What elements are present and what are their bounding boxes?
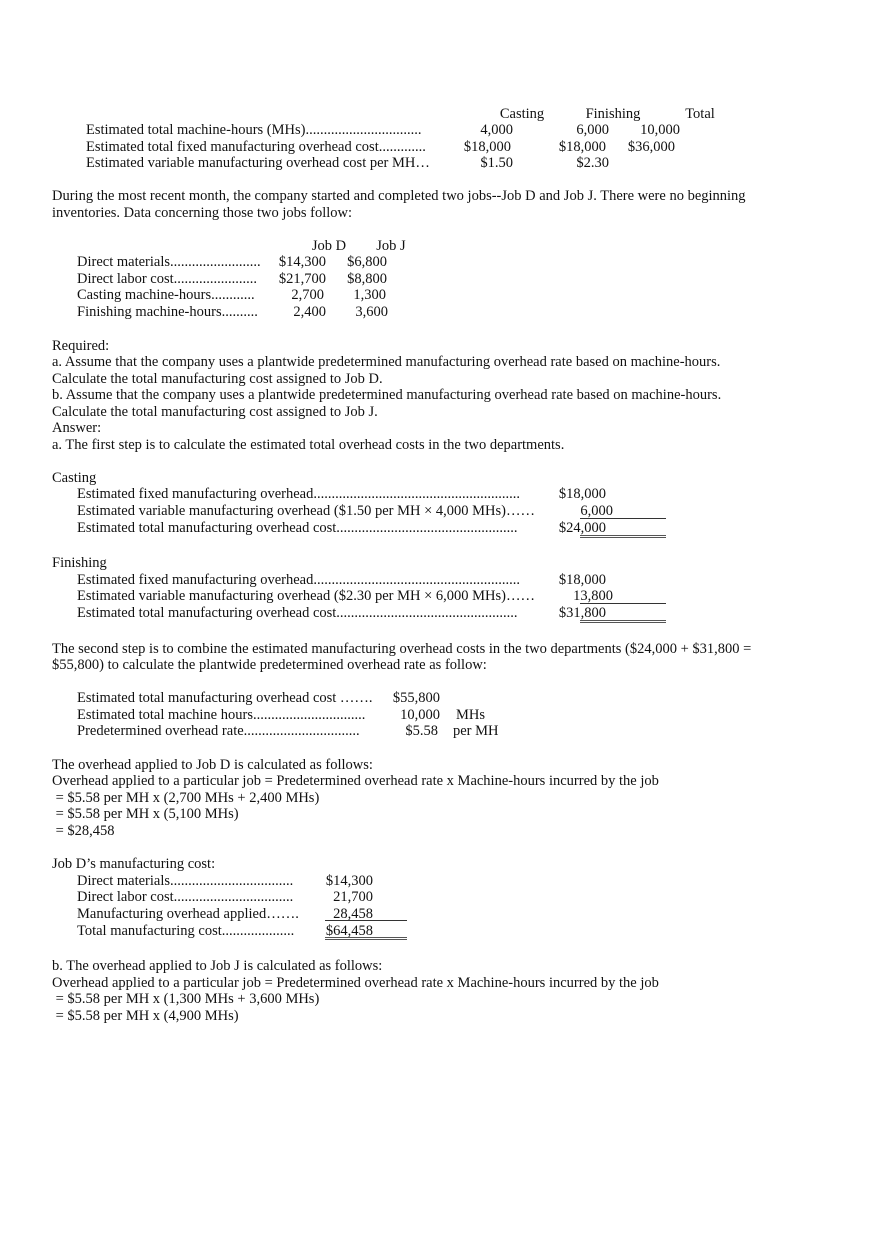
double-underline	[325, 937, 407, 940]
table-cell: $31,800	[558, 605, 606, 621]
table-cell: $14,300	[325, 873, 373, 889]
table-row-label: Estimated total machine hours...............................	[77, 707, 366, 723]
paragraph-line: = $5.58 per MH x (5,100 MHs)	[52, 806, 239, 822]
table-cell: 3,600	[355, 304, 388, 320]
paragraph-line: = $5.58 per MH x (4,900 MHs)	[52, 1008, 239, 1024]
paragraph-line: = $5.58 per MH x (2,700 MHs + 2,400 MHs)	[52, 790, 320, 806]
table-row-label: Direct labor cost.......................	[77, 271, 258, 287]
paragraph-line: The second step is to combine the estimated manufacturing overhead costs in the two departments ($24,000 + $31,800 =	[52, 641, 752, 657]
table-row-label: Estimated fixed manufacturing overhead.........................................................	[77, 572, 520, 588]
col-header-total: Total	[685, 106, 715, 122]
paragraph-line: $55,800) to calculate the plantwide predetermined overhead rate as follow:	[52, 657, 487, 673]
table-cell: 2,400	[293, 304, 326, 320]
table-row-label: Estimated total manufacturing overhead cost …….	[77, 690, 373, 706]
table-cell: 6,000	[576, 122, 609, 138]
table-cell: 28,458	[333, 906, 373, 922]
table-row-label: Estimated variable manufacturing overhead ($2.30 per MH × 6,000 MHs)……	[77, 588, 535, 604]
table-row-label: Estimated variable manufacturing overhead cost per MH…	[86, 155, 430, 171]
table-cell: $1.50	[480, 155, 513, 171]
paragraph-line: Calculate the total manufacturing cost assigned to Job D.	[52, 371, 383, 387]
table-cell: $14,300	[278, 254, 326, 270]
underline	[325, 920, 407, 921]
double-underline	[580, 620, 666, 623]
paragraph-line: b. Assume that the company uses a plantwide predetermined manufacturing overhead rate based on machine-hours.	[52, 387, 722, 403]
table-cell: 13,800	[573, 588, 613, 604]
table-cell: $64,458	[325, 923, 373, 939]
table-cell: 4,000	[480, 122, 513, 138]
table-row-label: Estimated variable manufacturing overhead ($1.50 per MH × 4,000 MHs)……	[77, 503, 535, 519]
table-row-label: Predetermined overhead rate................................	[77, 723, 360, 739]
table-cell: $18,000	[558, 486, 606, 502]
table-cell: $6,800	[347, 254, 387, 270]
table-cell: $5.58	[405, 723, 438, 739]
col-header-casting: Casting	[499, 106, 545, 122]
table-cell: $18,000	[558, 139, 606, 155]
underline	[580, 518, 666, 519]
col-header-job-j: Job J	[376, 238, 406, 254]
col-header-job-d: Job D	[311, 238, 347, 254]
table-row-label: Total manufacturing cost....................	[77, 923, 295, 939]
table-row-label: Estimated fixed manufacturing overhead.........................................................	[77, 486, 520, 502]
col-header-finishing: Finishing	[585, 106, 641, 122]
paragraph-line: inventories. Data concerning those two jobs follow:	[52, 205, 353, 221]
section-title: Casting	[52, 470, 97, 486]
table-row-label: Finishing machine-hours..........	[77, 304, 258, 320]
table-cell: 10,000	[640, 122, 680, 138]
table-row-label: Manufacturing overhead applied…….	[77, 906, 299, 922]
table-cell: $24,000	[558, 520, 606, 536]
answer-heading: Answer:	[52, 420, 102, 436]
double-underline	[580, 535, 666, 538]
table-cell: $2.30	[576, 155, 609, 171]
table-cell: $18,000	[463, 139, 511, 155]
paragraph-line: = $5.58 per MH x (1,300 MHs + 3,600 MHs)	[52, 991, 320, 1007]
table-row-label: Estimated total manufacturing overhead cost..................................................	[77, 520, 518, 536]
paragraph-line: a. Assume that the company uses a plantwide predetermined manufacturing overhead rate based on machine-hours.	[52, 354, 721, 370]
table-row-label: Estimated total fixed manufacturing overhead cost.............	[86, 139, 426, 155]
table-cell: $21,700	[278, 271, 326, 287]
table-row-label: Direct materials.........................	[77, 254, 261, 270]
paragraph-line: The overhead applied to Job D is calculated as follows:	[52, 757, 373, 773]
paragraph-line: During the most recent month, the company started and completed two jobs--Job D and Job J. There were no beginning	[52, 188, 746, 204]
table-cell: 10,000	[400, 707, 440, 723]
table-row-label: Direct labor cost.................................	[77, 889, 294, 905]
section-title: Job D’s manufacturing cost:	[52, 856, 216, 872]
table-cell: 2,700	[291, 287, 324, 303]
required-heading: Required:	[52, 338, 110, 354]
table-row-label: Direct materials..................................	[77, 873, 294, 889]
paragraph-line: Calculate the total manufacturing cost assigned to Job J.	[52, 404, 378, 420]
table-row-label: Estimated total manufacturing overhead cost..................................................	[77, 605, 518, 621]
table-cell: $8,800	[347, 271, 387, 287]
table-cell: 1,300	[353, 287, 386, 303]
paragraph-line: b. The overhead applied to Job J is calculated as follows:	[52, 958, 383, 974]
section-title: Finishing	[52, 555, 107, 571]
table-row-label: Estimated total machine-hours (MHs)................................	[86, 122, 422, 138]
paragraph-line: a. The first step is to calculate the estimated total overhead costs in the two departments.	[52, 437, 565, 453]
table-cell: $36,000	[627, 139, 675, 155]
table-cell-unit: MHs	[456, 707, 486, 723]
table-row-label: Casting machine-hours............	[77, 287, 255, 303]
table-cell: 6,000	[580, 503, 613, 519]
table-cell: 21,700	[333, 889, 373, 905]
table-cell: $55,800	[392, 690, 440, 706]
table-cell-unit: per MH	[453, 723, 499, 739]
paragraph-line: Overhead applied to a particular job = Predetermined overhead rate x Machine-hours incurred by the job	[52, 773, 659, 789]
paragraph-line: = $28,458	[52, 823, 115, 839]
table-cell: $18,000	[558, 572, 606, 588]
paragraph-line: Overhead applied to a particular job = Predetermined overhead rate x Machine-hours incurred by the job	[52, 975, 659, 991]
underline	[580, 603, 666, 604]
